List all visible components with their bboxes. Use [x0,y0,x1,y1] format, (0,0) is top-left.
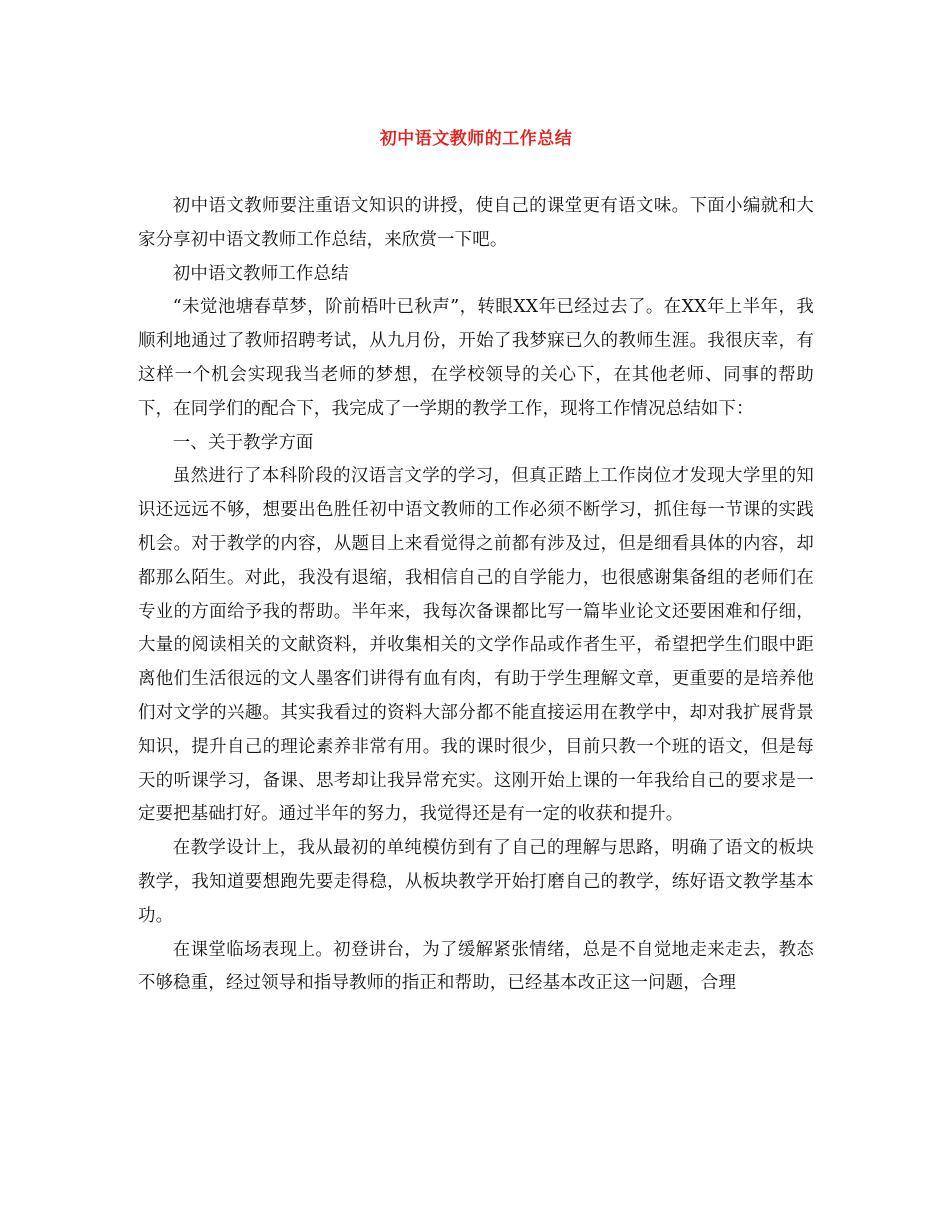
paragraph-classroom-performance: 在课堂临场表现上。初登讲台，为了缓解紧张情绪，总是不自觉地走来走去，教态不够稳重，经过领导和指导教师的指正和帮助，已经基本改正这一问题，合理 [138,939,814,994]
document-body [138,190,814,1001]
document-page [138,0,814,1230]
paragraph-opening: “未觉池塘春草梦，阶前梧叶已秋声”，转眼XX年已经过去了。在XX年上半年，我顺利地通过了教师招聘考试，从九月份，开始了我梦寐已久的教师生涯。我很庆幸，有这样一个机会实现我当老师的梦想，在学校领导的关心下，在其他老师、同事的帮助下，在同学们的配合下，我完成了一学期的教学工作，现将工作情况总结如下： [138,297,814,419]
section-heading-teaching: 一、关于教学方面 [172,432,314,453]
paragraph-teaching-design: 在教学设计上，我从最初的单纯模仿到有了自己的理解与思路，明确了语文的板块教学，我知道要想跑先要走得稳，从板块教学开始打磨自己的教学，练好语文教学基本功。 [138,838,814,926]
paragraph-heading: 初中语文教师工作总结 [172,263,349,284]
paragraph-teaching-study: 虽然进行了本科阶段的汉语言文学的学习，但真正踏上工作岗位才发现大学里的知识还远远不够，想要出色胜任初中语文教师的工作必须不断学习，抓住每一节课的实践机会。对于教学的内容，从题目上来看觉得之前都有涉及过，但是细看具体的内容，却都那么陌生。对此，我没有退缩，我相信自己的自学能力，也很感谢集备组的老师们在专业的方面给予我的帮助。半年来，我每次备课都比写一篇毕业论文还要困难和仔细，大量的阅读相关的文献资料，并收集相关的文学作品或作者生平，希望把学生们眼中距离他们生活很远的文人墨客们讲得有血有肉，有助于学生理解文章，更重要的是培养他们对文学的兴趣。其实我看过的资料大部分都不能直接运用在教学中，却对我扩展背景知识，提升自己的理论素养非常有用。我的课时很少，目前只教一个班的语文，但是每天的听课学习，备课、思考却让我异常充实。这刚开始上课的一年我给自己的要求是一定要把基础打好。通过半年的努力，我觉得还是有一定的收获和提升。 [138,466,814,825]
document-title: 初中语文教师的工作总结 [379,129,573,149]
paragraph-intro: 初中语文教师要注重语文知识的讲授，使自己的课堂更有语文味。下面小编就和大家分享初中语文教师工作总结，来欣赏一下吧。 [138,196,814,250]
